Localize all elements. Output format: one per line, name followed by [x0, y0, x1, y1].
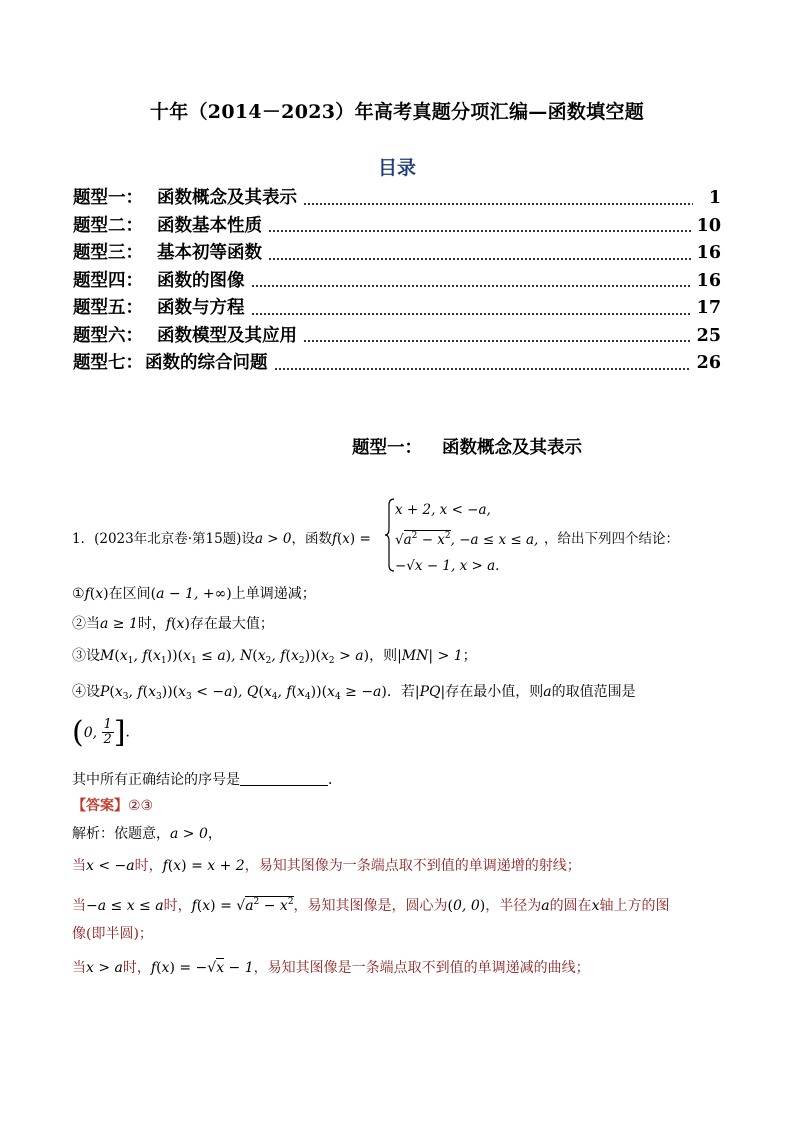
math-points-pq: $P(x_3$, $f(x_3))(x_3 < -a)$, $Q(x_4$, $f(x_4))(x_4 \ge -a)$ — [100, 684, 387, 702]
c4-text-3: 的取值范围是 — [551, 684, 636, 700]
section-heading — [352, 434, 582, 459]
question-1 — [72, 497, 732, 575]
text: ，易知其图像是一条端点取不到值的单调递减的曲线； — [253, 960, 590, 976]
math-expr: f(x) = −√x − 1 — [150, 960, 254, 976]
question-source: (2023年北京卷·第15题) — [94, 531, 242, 547]
c2-text-end: 存在最大值； — [189, 616, 274, 632]
c2-text: 时， — [137, 616, 166, 632]
section-name: 函数概念及其表示 — [442, 438, 582, 458]
c4-text: ．若 — [386, 684, 415, 700]
case-2-domain: −a ≤ x ≤ a, — [459, 532, 539, 548]
case-3: −√x − 1, x > a. — [395, 558, 500, 574]
toc-row[interactable] — [73, 294, 721, 322]
question-lead-text: 设 — [241, 531, 255, 547]
c3-prefix: ③设 — [72, 648, 100, 664]
math-a: a — [541, 898, 550, 914]
conclusion-3: ③设$M(x_1$, $f(x_1))(x_1 \le a)$, $N(x_2$, $f(x_2))(x_2 > a)$，则|MN| > 1； — [72, 648, 477, 666]
analysis-line-1 — [72, 856, 722, 876]
math-fx: f(x) — [165, 616, 190, 632]
toc-name: 函数的图像 — [157, 270, 245, 291]
text: ，半径为 — [485, 898, 542, 914]
toc-leader-dots — [251, 304, 691, 316]
math-expr: $f(x) = √a^2 - x^2$ — [191, 897, 294, 914]
text: ，易知其图像为一条端点取不到值的单调递增的射线； — [244, 858, 581, 874]
text: 当 — [72, 858, 86, 874]
text: 当 — [72, 960, 86, 976]
toc-name: 基本初等函数 — [157, 243, 262, 263]
toc-page-number: 1 — [708, 188, 721, 208]
math-cond: x > a — [86, 960, 123, 976]
piecewise-cases — [395, 497, 538, 579]
toc-name: 函数概念及其表示 — [157, 188, 297, 208]
toc-page-number: 16 — [696, 243, 721, 263]
question-1-lead — [72, 527, 371, 547]
answer-line — [72, 796, 722, 816]
c4-prefix: ④设 — [72, 684, 100, 700]
question-prompt — [72, 770, 722, 790]
toc-leader-dots — [274, 359, 691, 371]
analysis-line-3 — [72, 958, 722, 978]
analysis-lead-text: 解析：依题意， — [72, 826, 170, 842]
text: 轴上方的图 — [599, 898, 670, 914]
c1-prefix: ① — [72, 586, 85, 602]
toc-name: 函数模型及其应用 — [157, 325, 297, 346]
math-origin: (0, 0) — [447, 898, 486, 914]
toc-label: 题型二： — [73, 215, 143, 236]
toc-name: 函数与方程 — [157, 298, 245, 318]
analysis-line-2 — [72, 892, 722, 916]
case-1: x + 2, x < −a, — [395, 502, 491, 518]
answer-blank[interactable] — [240, 771, 328, 786]
toc-leader-dots — [303, 194, 693, 206]
answer-tag: 【答案】 — [72, 798, 128, 814]
case-2: $√a^2 - x^2$, −a ≤ x ≤ a, — [395, 531, 539, 548]
text: 的圆在 — [549, 898, 592, 914]
c1-text-end: 上单调递减； — [231, 586, 316, 602]
math-condition: a > 0 — [254, 531, 292, 547]
toc-label: 题型三： — [73, 243, 143, 263]
math-x: x — [591, 898, 600, 914]
toc-name: 函数基本性质 — [157, 215, 262, 236]
table-of-contents — [73, 184, 721, 377]
math-expr: f(x) = x + 2 — [162, 858, 245, 874]
toc-label: 题型四： — [73, 270, 143, 291]
toc-page-number: 10 — [696, 215, 721, 236]
toc-name: 函数的综合问题 — [145, 353, 268, 373]
answer-value: ②③ — [128, 798, 154, 814]
math-a-positive: a > 0 — [170, 826, 208, 842]
toc-label: 题型六： — [73, 325, 143, 346]
toc-leader-dots — [268, 221, 691, 233]
text: 像(即半圆)； — [72, 926, 153, 942]
toc-page-number: 26 — [696, 353, 721, 373]
toc-leader-dots — [268, 249, 691, 261]
toc-row[interactable] — [73, 212, 721, 240]
prompt-end: ． — [328, 772, 342, 788]
math-points-mn: $M(x_1$, $f(x_1))(x_1 \le a)$, $N(x_2$, $f(x_2))(x_2 > a)$ — [100, 648, 370, 666]
text: 时， — [163, 898, 192, 914]
conclusion-4 — [72, 682, 722, 707]
toc-row[interactable] — [73, 322, 721, 350]
c2-prefix: ②当 — [72, 616, 100, 632]
text: ，易知其图像是，圆心为 — [293, 898, 448, 914]
text: 当 — [72, 898, 86, 914]
math-fx: f(x) = — [332, 531, 371, 547]
conclusion-1 — [72, 584, 722, 604]
math-pq: |PQ| — [414, 684, 446, 700]
math-a: a — [543, 684, 552, 700]
math-fx: f(x) — [84, 586, 109, 602]
question-tail: ，给出下列四个结论： — [544, 531, 679, 547]
toc-row[interactable] — [73, 349, 721, 377]
section-label: 题型一： — [352, 438, 422, 458]
toc-row[interactable] — [73, 267, 721, 295]
conclusion-4-range: (0, $\frac{1}{2}$ ]． — [72, 714, 140, 750]
math-interval: (a − 1, +∞) — [150, 586, 232, 602]
toc-heading: 目录 — [377, 157, 416, 179]
conclusion-2 — [72, 614, 722, 634]
toc-page-number: 16 — [696, 270, 721, 291]
c1-text: 在区间 — [108, 586, 151, 602]
toc-row[interactable] — [73, 239, 721, 267]
text: 时， — [134, 858, 163, 874]
question-func-text: ，函数 — [291, 531, 333, 547]
toc-page-number: 17 — [696, 298, 721, 318]
c4-text-2: 存在最小值，则 — [445, 684, 544, 700]
analysis-lead: 解析：依题意，a > 0， — [72, 826, 222, 842]
toc-row[interactable] — [73, 184, 721, 212]
toc-label: 题型五： — [73, 298, 143, 318]
math-cond: a ≥ 1 — [100, 616, 138, 632]
toc-page-number: 25 — [696, 325, 721, 346]
c3-text: ，则 — [369, 648, 398, 664]
toc-label: 题型七： — [73, 353, 143, 373]
toc-label: 题型一： — [73, 188, 143, 208]
toc-leader-dots — [303, 331, 691, 343]
analysis-line-2-cont — [72, 924, 722, 944]
toc-leader-dots — [251, 276, 691, 288]
math-cond: x < −a — [86, 858, 135, 874]
question-number: 1． — [72, 531, 95, 547]
math-range: (0, $\frac{1}{2}$ ] — [72, 714, 126, 750]
text: 时， — [122, 960, 151, 976]
math-cond: −a ≤ x ≤ a — [86, 898, 164, 914]
math-mn: |MN| > 1 — [397, 648, 463, 664]
prompt-text: 其中所有正确结论的序号是 — [72, 772, 240, 788]
document-title: 十年（2014－2023）年高考真题分项汇编—函数填空题 — [149, 101, 645, 123]
